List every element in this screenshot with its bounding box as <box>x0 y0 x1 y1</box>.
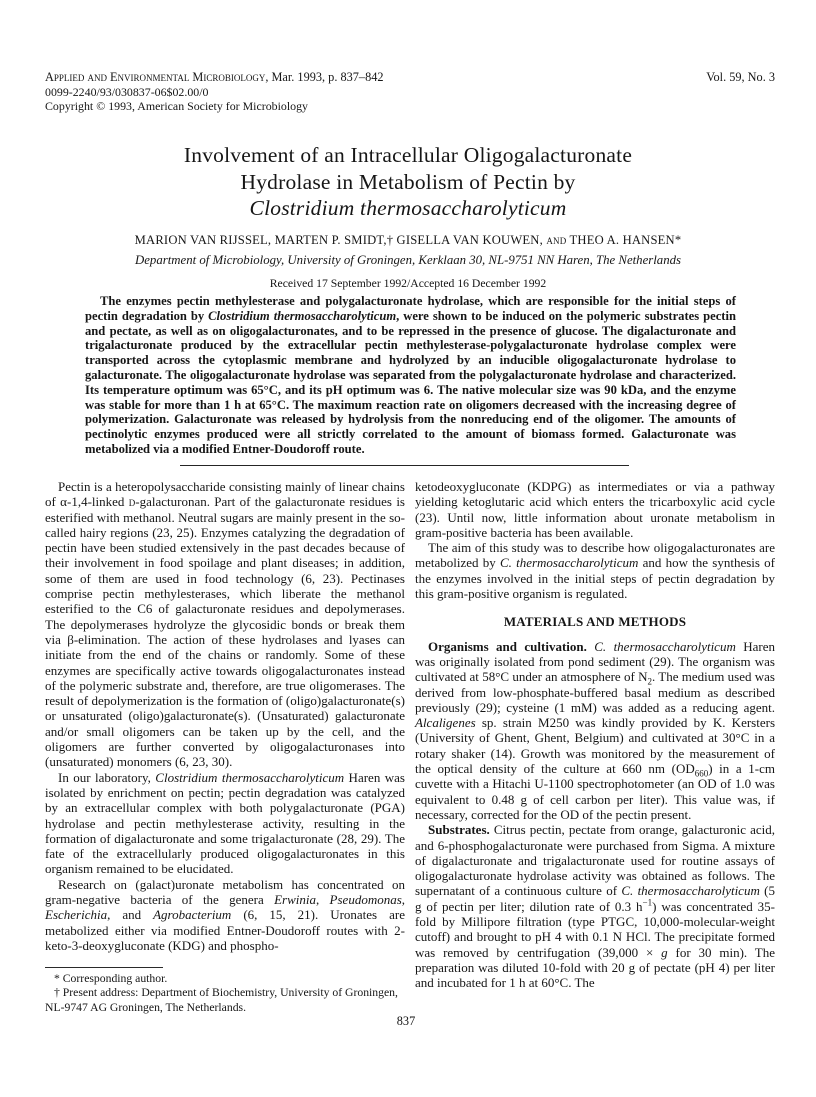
paragraph: Organisms and cultivation. C. thermosaccharolyticum Haren was originally isolated from pond sediment (29). The organism was cultivated at 58°C under an atmosphere of $N_2$. The medium used was derived from low-phosphate-buffered basal medium as described previously (29); cysteine (1 mM) was added as a reducing agent. Alcaligenes sp. strain M250 was kindly provided by K. Kersters (University of Ghent, Ghent, Belgium) and cultivated at 30°C in a rotary shaker (14). Growth was monitored by the measurement of the optical density of the culture at 660 nm $(OD_{660})$ in a 1-cm cuvette with a Hitachi U-1100 spectrophotometer (an OD of 1.0 was equivalent to 0.48 g of cell carbon per liter). This value was, if necessary, corrected for the OD of the pectin present. <box>415 638 775 822</box>
paragraph: In our laboratory, Clostridium thermosaccharolyticum Haren was isolated by enrichment on pectin; pectin degradation was catalyzed by an extracellular complex with both polygalacturonate (PGA) hydrolase and pectin methylesterase activity, resulting in the formation of digalacturonate and some trigalacturonate (28, 29). The fate of the extracellularly produced oligogalacturonates in this organism remained to be elucidated. <box>45 769 405 877</box>
authors-line: MARION VAN RIJSSEL, MARTEN P. SMIDT,† GISELLA VAN KOUWEN, and THEO A. HANSEN* <box>134 232 682 247</box>
footnote-divider-rule <box>45 967 163 968</box>
page-header <box>45 70 775 114</box>
section-heading-materials-and-methods: MATERIALS AND METHODS <box>503 614 687 630</box>
paragraph: The aim of this study was to describe how oligogalacturonates are metabolized by C. thermosaccharolyticum and how the synthesis of the enzymes involved in the initial steps of pectin degradation by this gram-positive organism is regulated. <box>415 540 775 602</box>
right-column <box>415 479 775 1015</box>
left-column <box>45 479 405 1015</box>
copyright-line: Copyright © 1993, American Society for Microbiology <box>45 99 308 114</box>
journal-citation <box>45 70 384 85</box>
footnote-present-address: † Present address: Department of Biochemistry, University of Groningen, NL-9747 AG Groningen, The Netherlands. <box>45 986 398 1014</box>
journal-title: Applied and Environmental Microbiology <box>45 70 266 84</box>
body-columns <box>45 479 775 1015</box>
footnote-block <box>45 967 405 1015</box>
received-accepted-line: Received 17 September 1992/Accepted 16 December 1992 <box>269 276 547 290</box>
footnote-corresponding-author: * Corresponding author. <box>54 972 168 986</box>
title-line-1: Involvement of an Intracellular Oligogalacturonate <box>183 143 633 167</box>
volume-info: Vol. 59, No. 3 <box>706 70 775 84</box>
publication-code: 0099-2240/93/030837-06$02.00/0 <box>45 84 209 99</box>
paragraph: ketodeoxygluconate (KDPG) as intermediates or via a pathway yielding ketoglutaric acid which enters the tricarboxylic acid cycle (23). Until now, little information about uronate metabolism in gram-positive bacteria has been available. <box>415 479 775 540</box>
affiliation-line: Department of Microbiology, University of Groningen, Kerklaan 30, NL-9751 NN Haren, The Netherlands <box>135 252 681 267</box>
abstract-divider-rule <box>180 465 629 466</box>
paragraph: Research on (galact)uronate metabolism has concentrated on gram-negative bacteria of the genera Erwinia, Pseudomonas, Escherichia, and Agrobacterium (6, 15, 21). Uronates are metabolized either via modified Entner-Doudoroff routes with 2-keto-3-deoxygluconate (KDG) and phospho- <box>45 876 406 953</box>
title-line-3-species: Clostridium thermosaccharolyticum <box>249 196 567 220</box>
paragraph: Pectin is a heteropolysaccharide consisting mainly of linear chains of α-1,4-linked d-galacturonan. Part of the galacturonate residues is esterified with methanol. Neutral sugars are mainly present in the so-called hairy regions (23, 25). Enzymes catalyzing the degradation of pectin have been studied extensively in the past decades because of their involvement in food spoilage and plant diseases; in addition, some of them are used in food technology (6, 23). Pectinases comprise pectin methylesterases, which liberate the methanol esterified to the C6 of galacturonate residues and depolymerases. The depolymerases hydrolyze the glycosidic bonds or break them via β-elimination. The action of these hydrolases and lyases can initiate from the end of the chains or randomly. Some of these enzymes are specifically active towards oligogalacturonates instead of the polymeric substrate and, therefore, are true oligomerases. The result of depolymerization is the formation of (oligo)galacturonate(s) or unsaturated (oligo)galacturonate(s). (Unsaturated) galacturonate and/or small oligomers can be taken up by the cell, and the oligomers are further converted by oligogalacturonases into (unsaturated) monomers (6, 23, 30). <box>45 479 405 770</box>
title-block <box>43 142 773 290</box>
title-line-2: Hydrolase in Metabolism of Pectin by <box>240 169 576 194</box>
issue-info: , Mar. 1993, p. 837–842 <box>265 70 384 84</box>
journal-line <box>45 70 775 85</box>
paragraph: Substrates. Citrus pectin, pectate from orange, galacturonic acid, and 6-phosphogalacturonate were purchased from Sigma. A mixture of digalacturonate and trigalacturonate used for routine assays of oligogalacturonate hydrolase activity was obtained as follows. The supernatant of a continuous culture of C. thermosaccharolyticum (5 g of pectin per liter; dilution rate of 0.3 $h^{-1}$) was concentrated 35-fold by Millipore filtration (type PTGC, 10,000-molecular-weight cutoff) and brought to pH 4 with 0.1 N HCl. The precipitate formed was removed by centrifugation (39,000 × g for 30 min). The preparation was diluted 10-fold with 20 g of pectate (pH 4) per liter and incubated for 1 h at 60°C. The <box>415 822 776 991</box>
abstract-paragraph: The enzymes pectin methylesterase and polygalacturonate hydrolase, which are responsible for the initial steps of pectin degradation by Clostridium thermosaccharolyticum, were shown to be induced on the polymeric substrates pectin and pectate, as well as on oligogalacturonates, and to be repressed in the presence of glucose. The digalacturonate and trigalacturonate produced by the extracellular pectin methylesterase-polygalacturonate hydrolase complex were transported across the cytoplasmic membrane and hydrolyzed by an inducible oligogalacturonate hydrolase to galacturonate. The oligogalacturonate hydrolase was separated from the polygalacturonate hydrolase and characterized. Its temperature optimum was 65°C, and its pH optimum was 6. The native molecular size was 90 kDa, and the enzyme was stable for more than 1 h at 65°C. The maximum reaction rate on oligomers decreased with the increasing degree of polymerization. Galacturonate was released by hydrolysis from the nonreducing end of the oligomer. The amounts of pectinolytic enzymes produced were all strictly correlated to the amount of biomass formed. Galacturonate was metabolized via a modified Entner-Doudoroff route. <box>85 294 737 456</box>
article-title <box>43 142 773 222</box>
page-number: 837 <box>396 1014 416 1028</box>
